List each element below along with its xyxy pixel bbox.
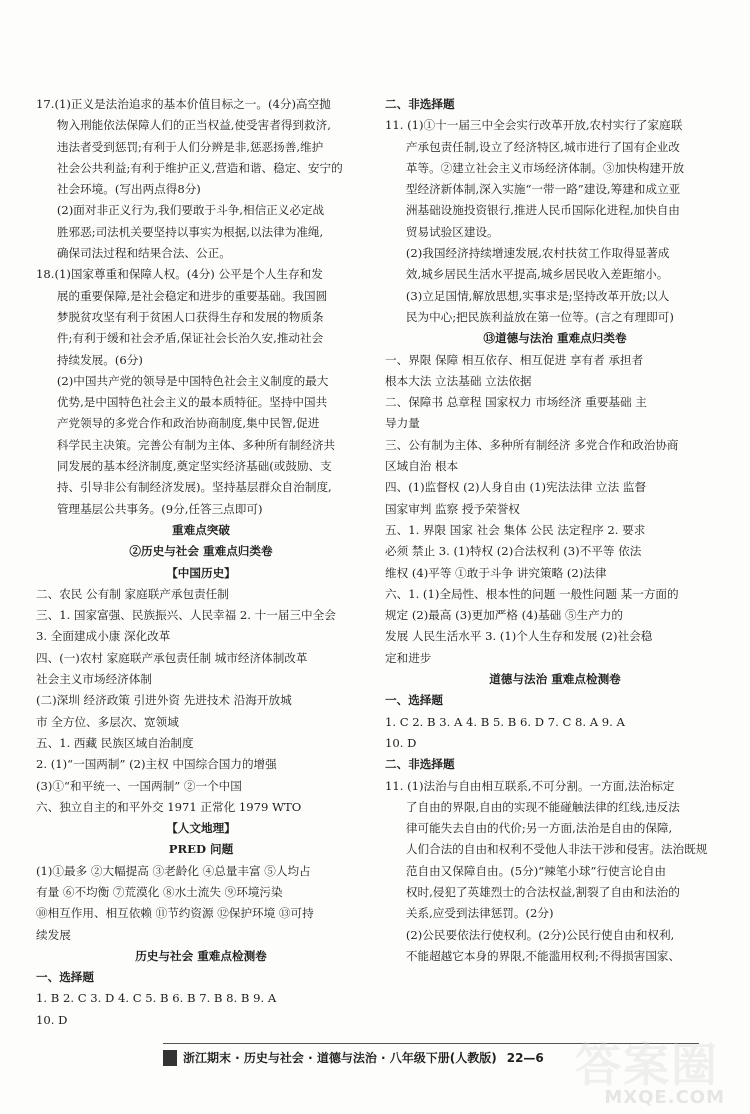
text-line: 三、公有制为主体、多种所有制经济 多党合作和政治协商 [385, 437, 679, 452]
answer-line: 1. C 2. B 3. A 4. B 5. B 6. D 7. C 8. A 9. A [385, 714, 625, 729]
section-heading: 道德与法治 重难点检测卷 [489, 672, 621, 687]
text-line: 六、1. (1)全局性、根本性的问题 一般性问题 某一方面的 [385, 586, 679, 601]
text-line: (3)立足国情,解放思想,实事求是;坚持改革开放;以人 [405, 288, 670, 303]
left-column [36, 94, 366, 1031]
text-line: 违法者受到惩罚;有利于人们分辨是非,惩恶扬善,维护 [56, 139, 324, 154]
text-line: 胜邪恶;司法机关要坚持以事实为根据,以法律为准绳, [56, 224, 324, 239]
text-line: 市 全方位、多层次、宽领域 [36, 714, 179, 729]
subsection-heading: 【中国历史】 [166, 565, 236, 580]
text-line: 11. (1)①十一届三中全会实行改革开放,农村实行了家庭联 [385, 118, 683, 133]
text-line: 社会公共利益;有利于维护正义,营造和谐、稳定、安宁的 [56, 160, 343, 175]
text-line: 三、1. 国家富强、民族振兴、人民幸福 2. 十一届三中全会 [36, 608, 336, 623]
text-line: 四、(一)农村 家庭联产承包责任制 城市经济体制改革 [36, 650, 308, 665]
text-line: (2)中国共产党的领导是中国特色社会主义制度的最大 [56, 373, 329, 388]
question-type-heading: 一、选择题 [36, 970, 94, 985]
question-type-heading: 二、非选择题 [385, 757, 455, 772]
text-line: 律可能失去自由的代价;另一方面,法治是自由的保障, [405, 821, 673, 836]
text-line: 社会环境。(写出两点得8分) [56, 182, 201, 197]
text-line: 必须 禁止 3. (1)特权 (2)合法权利 (3)不平等 依法 [385, 544, 642, 559]
text-line: 持续发展。(6分) [56, 352, 143, 367]
text-line: 革等。②建立社会主义市场经济体制。③加快构建开放 [405, 160, 685, 175]
text-line: 件;有利于缓和社会矛盾,保证社会长治久安,推动社会 [56, 331, 324, 346]
text-line: (二)深圳 经济政策 引进外资 先进技术 沿海开放城 [36, 693, 292, 708]
text-line: 优势,是中国特色社会主义的最本质特征。坚持中国共 [56, 395, 328, 410]
text-line: 科学民主决策。完善公有制为主体、多种所有制经济共 [56, 437, 336, 452]
watermark-logo [575, 1038, 735, 1112]
text-line: 持、引导非公有制经济发展)。坚持基层群众自治制度, [56, 480, 332, 495]
footer-mark-icon [163, 1050, 177, 1066]
text-line: 贸易试验区建设。 [405, 224, 499, 239]
section-heading: 历史与社会 重难点检测卷 [135, 948, 267, 963]
text-line: (2)公民要依法行使权利。(2分)公民行使自由和权利, [405, 927, 675, 942]
text-line: 四、(1)监督权 (2)人身自由 (1)宪法法律 立法 监督 [385, 480, 647, 495]
text-line: ⑩相互作用、相互依赖 ⑪节约资源 ⑫保护环境 ⑬可持 [36, 906, 314, 921]
text-line: 11. (1)法治与自由相互联系,不可分割。一方面,法治标定 [385, 778, 675, 793]
text-line: 洲基础设施投资银行,推进人民币国际化进程,加快自由 [405, 203, 680, 218]
text-line: 型经济新体制,深入实施“一带一路”建设,筹建和成立亚 [405, 182, 681, 197]
answer-line: 10. D [36, 1012, 68, 1027]
answer-line: 1. B 2. C 3. D 4. C 5. B 6. B 7. B 8. B 9. A [36, 991, 277, 1006]
text-line: 3. 全面建成小康 深化改革 [36, 629, 171, 644]
question-type-heading: 一、选择题 [385, 693, 443, 708]
question-type-heading: 二、非选择题 [385, 97, 455, 111]
watermark-main-text: 答案圈 [575, 1038, 719, 1092]
text-line: 不能超越它本身的界限,不能滥用权利;不得损害国家、 [405, 948, 681, 963]
footer-title: 浙江期末 · 历史与社会 · 道德与法治 · 八年级下册(人教版) [183, 1051, 497, 1065]
text-line: 导力量 [385, 416, 420, 431]
text-line: 五、1. 西藏 民族区域自治制度 [36, 735, 194, 750]
text-line: 五、1. 界限 国家 社会 集体 公民 法定程序 2. 要求 [385, 522, 646, 537]
text-line: 根本大法 立法基础 立法依据 [385, 373, 532, 388]
page-number: 22—6 [506, 1051, 544, 1065]
text-line: 区域自治 根本 [385, 459, 459, 474]
text-line: 管理基层公共事务。(9分,任答三点即可) [56, 501, 263, 516]
right-column [385, 94, 725, 967]
text-line: 社会主义市场经济体制 [36, 672, 152, 687]
text-line: 效,城乡居民生活水平提高,城乡居民收入差距缩小。 [405, 267, 669, 282]
text-line: 有量 ⑥不均衡 ⑦荒漠化 ⑧水土流失 ⑨环境污染 [36, 884, 283, 899]
text-line: (1)①最多 ②大幅提高 ③老龄化 ④总量丰富 ⑤人均占 [36, 863, 311, 878]
text-line: 发展 人民生活水平 3. (1)个人生存和发展 (2)社会稳 [385, 629, 653, 644]
text-line: 一、界限 保障 相互依存、相互促进 享有者 承担者 [385, 352, 644, 367]
text-line: 关系,应受到法律惩罚。(2分) [405, 906, 554, 921]
text-line: 二、保障书 总章程 国家权力 市场经济 重要基础 主 [385, 395, 647, 410]
text-line: 维权 (4)平等 ①敢于斗争 讲究策略 (2)法律 [385, 565, 607, 580]
section-heading: ⑬道德与法治 重难点归类卷 [483, 331, 627, 346]
text-line: 人们合法的自由和权利不受他人非法干涉和侵害。法治既规 [405, 842, 708, 857]
text-line: 产承包责任制,设立了经济特区,城市进行了国有企业改 [405, 139, 680, 154]
text-line: (3)①“和平统一、一国两制” ②一个中国 [36, 778, 242, 793]
answer-line: 10. D [385, 735, 417, 750]
section-heading: 重难点突破 [172, 522, 230, 537]
text-line: 2. (1)“一国两制” (2)主权 中国综合国力的增强 [36, 757, 277, 772]
text-line: 展的重要保障,是社会稳定和进步的重要基础。我国圆 [56, 288, 328, 303]
text-line: 梦脱贫攻坚有利于贫困人口获得生存和发展的物质条 [56, 309, 324, 324]
text-line: 二、农民 公有制 家庭联产承包责任制 [36, 586, 229, 601]
text-line: 17.(1)正义是法治追求的基本价值目标之一。(4分)高空抛 [36, 97, 331, 111]
text-line: 了自由的界限,自由的实现不能碰触法律的红线,违反法 [405, 799, 680, 814]
text-line: 确保司法过程和结果合法、公正。 [56, 246, 231, 261]
text-line: 18.(1)国家尊重和保障人权。(4分) 公平是个人生存和发 [36, 267, 323, 282]
text-line: 定和进步 [385, 650, 432, 665]
text-line: (2)面对非正义行为,我们要敢于斗争,相信正义必定战 [56, 203, 325, 218]
subsection-heading: PRED 问题 [168, 842, 234, 857]
text-line: 物入刑能依法保障人们的正当权益,使受害者得到救济, [56, 118, 331, 133]
text-line: 同发展的基本经济制度,奠定坚实经济基础(或鼓励、支 [56, 459, 332, 474]
section-heading: ②历史与社会 重难点归类卷 [129, 544, 273, 559]
text-line: (2)我国经济持续增速发展,农村扶贫工作取得显著成 [405, 246, 670, 261]
text-line: 续发展 [36, 927, 71, 942]
text-line: 民为中心;把民族利益放在第一位等。(言之有理即可) [405, 309, 674, 324]
text-line: 规定 (2)最高 (3)更加严格 (4)基础 ⑤生产力的 [385, 608, 623, 623]
text-line: 六、独立自主的和平外交 1971 正常化 1979 WTO [36, 799, 302, 814]
watermark-sub-text: MXQE.COM [604, 1087, 725, 1108]
text-line: 产党领导的多党合作和政治协商制度,集中民智,促进 [56, 416, 320, 431]
text-line: 权时,侵犯了英雄烈士的合法权益,割裂了自由和法治的 [405, 884, 680, 899]
text-line: 范自由又保障自由。(5分)“辣笔小球”行使言论自由 [405, 863, 667, 878]
subsection-heading: 【人文地理】 [166, 821, 236, 836]
text-line: 国家审判 监察 授予荣誉权 [385, 501, 520, 516]
